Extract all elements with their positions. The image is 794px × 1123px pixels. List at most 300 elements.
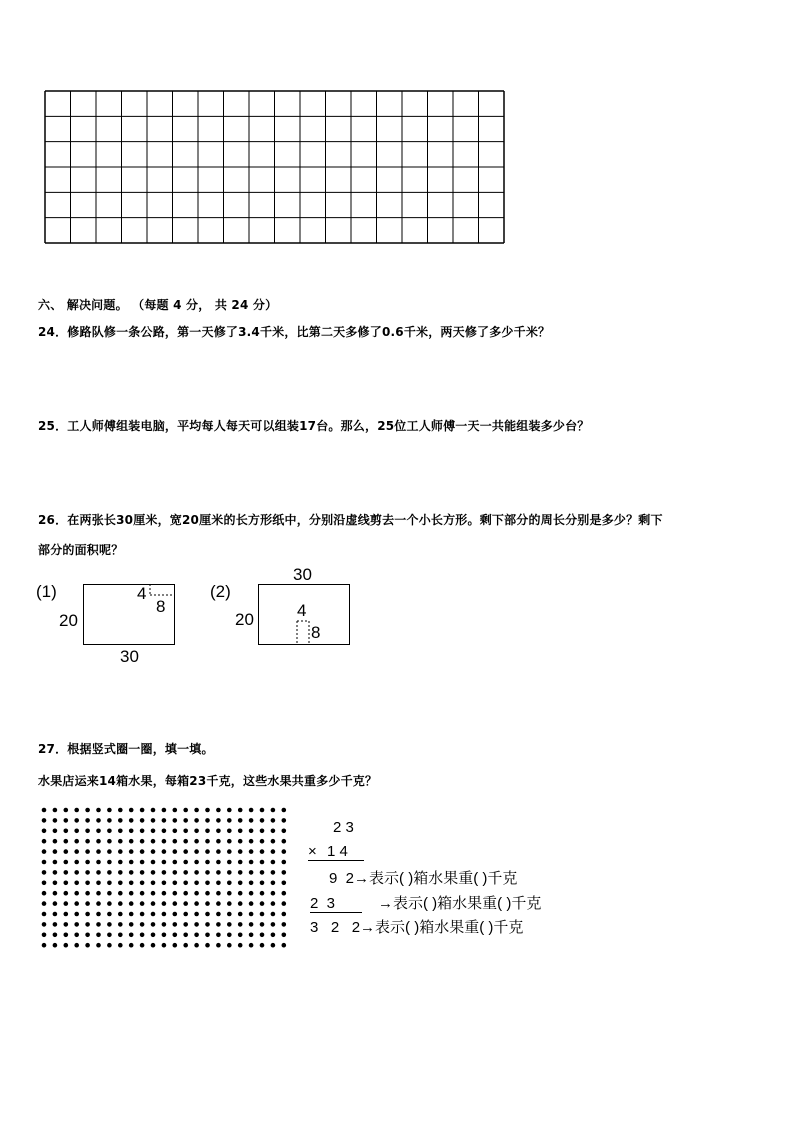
dot [227,870,232,875]
dot [53,943,58,948]
dot [85,943,90,948]
dot [140,849,145,854]
dot [227,818,232,823]
dot [183,912,188,917]
dot [162,849,167,854]
dot [216,881,221,886]
dot [107,860,112,865]
dot [140,881,145,886]
dot [96,818,101,823]
dot [249,891,254,896]
dot [260,870,265,875]
dot [227,901,232,906]
dot [249,943,254,948]
dot [96,849,101,854]
dot [205,808,210,813]
question-27-problem: 水果店运来14箱水果，每箱23千克，这些水果共重多少千克？ [38,774,378,788]
dot [162,870,167,875]
dot [194,839,199,844]
dot [129,870,134,875]
dot [173,922,178,927]
dot [260,808,265,813]
dot [216,922,221,927]
dot [216,933,221,938]
dot [151,933,156,938]
dot [205,922,210,927]
dot [107,943,112,948]
dot [216,860,221,865]
dot [96,839,101,844]
dot [74,849,79,854]
dot [129,818,134,823]
dot [107,922,112,927]
dot [140,860,145,865]
dot [129,943,134,948]
dot [118,933,123,938]
dot [282,829,287,834]
dot [173,901,178,906]
calc-partial-1-tail: →表示( )箱水果重( )千克 [354,870,518,887]
dot [64,891,69,896]
dot [183,881,188,886]
figure-2-cut-height: 8 [311,623,321,642]
dot [140,839,145,844]
dot [129,849,134,854]
dot [271,943,276,948]
dot [249,829,254,834]
dot [42,943,47,948]
dot [249,901,254,906]
dot [173,839,178,844]
dot [238,870,243,875]
dot [194,860,199,865]
dot [96,943,101,948]
dot [271,933,276,938]
dot [282,818,287,823]
dot [216,818,221,823]
dot [140,829,145,834]
dot [64,943,69,948]
dot [162,912,167,917]
dot [129,922,134,927]
question-26-line1: 26．在两张长30厘米，宽20厘米的长方形纸中，分别沿虚线剪去一个小长方形。剩下部分的周长分别是多少？剩下 [38,513,663,527]
calc-partial-1-number: 9 2 [329,870,355,887]
dot [64,881,69,886]
dot [129,860,134,865]
dot [64,912,69,917]
dot [42,922,47,927]
dot [183,891,188,896]
dot [129,808,134,813]
dot [205,881,210,886]
dot [238,943,243,948]
dot [74,808,79,813]
figure-1-cut-width: 4 [137,584,147,603]
dot [85,860,90,865]
dot [85,891,90,896]
dot [249,808,254,813]
dot [162,901,167,906]
figure-2-label: (2) [210,582,231,601]
dot [271,839,276,844]
dot [53,881,58,886]
dot [53,891,58,896]
dot [227,881,232,886]
dot [85,849,90,854]
dot [173,912,178,917]
dot [282,912,287,917]
dot [42,829,47,834]
dot [173,860,178,865]
dot [205,818,210,823]
dot [118,818,123,823]
calc-partial-1 [329,867,517,888]
dot [282,943,287,948]
dot [151,891,156,896]
dot [118,860,123,865]
dot [260,901,265,906]
dot [238,901,243,906]
dot [162,829,167,834]
dot [173,870,178,875]
dot [42,912,47,917]
dot [74,839,79,844]
section-title: 六、 解决问题。 （每题 4 分， 共 24 分） [38,298,278,312]
dot [118,808,123,813]
dot [216,912,221,917]
dot [107,891,112,896]
dot [227,849,232,854]
dot [216,829,221,834]
dot [162,933,167,938]
dot [96,912,101,917]
dot [42,808,47,813]
dot [129,839,134,844]
dot [205,829,210,834]
dot [151,818,156,823]
dot [118,943,123,948]
dot [238,860,243,865]
dot [194,922,199,927]
calc-partial-2-number: 2 3 [310,895,362,913]
dot [53,912,58,917]
dot [162,943,167,948]
dot [85,829,90,834]
dot [53,933,58,938]
dot [249,922,254,927]
dot [249,933,254,938]
dot [194,912,199,917]
dot [64,849,69,854]
dot [282,891,287,896]
dot [205,933,210,938]
dot [74,912,79,917]
dot [162,891,167,896]
dot [249,912,254,917]
dot [194,891,199,896]
dot [216,901,221,906]
dot [42,933,47,938]
dot [227,839,232,844]
dot [260,912,265,917]
dot [151,943,156,948]
dot [118,922,123,927]
dot [96,860,101,865]
dot [271,870,276,875]
calc-total [310,916,523,937]
dot [107,829,112,834]
dot [282,849,287,854]
dot [53,808,58,813]
dot [271,901,276,906]
dot [107,839,112,844]
dot [227,933,232,938]
dot [162,881,167,886]
dot [173,891,178,896]
dot [260,829,265,834]
dot [183,922,188,927]
dot [194,933,199,938]
dot [282,922,287,927]
dot [53,860,58,865]
dot [129,829,134,834]
dot [129,912,134,917]
dot [173,829,178,834]
dot [260,943,265,948]
dot [162,860,167,865]
dot [194,870,199,875]
dot [271,829,276,834]
dot [227,922,232,927]
dot [151,870,156,875]
dot [260,922,265,927]
dot [238,922,243,927]
dot [74,818,79,823]
dot [271,922,276,927]
dot [85,901,90,906]
dot [194,818,199,823]
calc-times-sign: × [308,843,317,860]
dot [260,839,265,844]
dot [183,849,188,854]
dot [227,912,232,917]
dot [107,912,112,917]
dot [64,860,69,865]
dot [140,808,145,813]
dot [173,933,178,938]
dot [173,818,178,823]
dot [140,818,145,823]
dot [205,891,210,896]
dot [96,891,101,896]
figure-2-height: 20 [235,610,254,629]
dot [238,808,243,813]
dot [151,901,156,906]
dot [64,808,69,813]
dot [118,849,123,854]
dot [205,912,210,917]
dot [249,881,254,886]
dot [183,943,188,948]
dot [107,881,112,886]
dot [42,870,47,875]
dot [118,912,123,917]
dot [249,849,254,854]
dot [216,849,221,854]
dot [129,933,134,938]
dot [42,839,47,844]
dot [107,901,112,906]
dot [151,849,156,854]
dot [162,818,167,823]
question-24: 24．修路队修一条公路，第一天修了3.4千米，比第二天多修了0.6千米，两天修了多少千米？ [38,325,551,339]
dot [271,860,276,865]
dot [53,818,58,823]
dot [162,839,167,844]
dot [183,901,188,906]
dot [74,881,79,886]
figure-1-height: 20 [59,611,78,630]
figure-1-width: 30 [120,647,139,666]
dot [85,870,90,875]
figure-2-cut-width: 4 [297,601,307,620]
dot [96,881,101,886]
dot [151,912,156,917]
dot [183,933,188,938]
dot [42,891,47,896]
dot [216,943,221,948]
dot [227,829,232,834]
dot [227,891,232,896]
dot [74,829,79,834]
dot [140,922,145,927]
dot [260,860,265,865]
dot [107,818,112,823]
dot [42,901,47,906]
dot [183,839,188,844]
dot [42,881,47,886]
dot [118,839,123,844]
dot [118,829,123,834]
dot [183,818,188,823]
dot [140,891,145,896]
dot [53,901,58,906]
dot [85,881,90,886]
dot [140,870,145,875]
dot [96,870,101,875]
dot [271,808,276,813]
dot [162,922,167,927]
dot [42,860,47,865]
dot [260,933,265,938]
dot [173,943,178,948]
dot [74,943,79,948]
dot [64,839,69,844]
dot [118,891,123,896]
dot [118,901,123,906]
dot [183,808,188,813]
dot [216,839,221,844]
dot [42,849,47,854]
dot [238,912,243,917]
question-27-title: 27．根据竖式圈一圈，填一填。 [38,742,214,756]
dot [107,933,112,938]
calc-partial-2-tail: →表示( )箱水果重( )千克 [378,895,542,912]
dot [151,829,156,834]
dot [64,870,69,875]
dot [96,901,101,906]
dot [129,881,134,886]
dot [260,818,265,823]
dot [205,901,210,906]
dot [282,870,287,875]
dot [238,933,243,938]
dot [238,829,243,834]
calc-multiplier: 1 4 [326,843,348,860]
dot [151,808,156,813]
dot [74,860,79,865]
dot [271,891,276,896]
dot [74,922,79,927]
dot [96,922,101,927]
dot [183,870,188,875]
dot [96,829,101,834]
dot [282,808,287,813]
dot [238,849,243,854]
dot [74,870,79,875]
dot [249,839,254,844]
dot [140,901,145,906]
dot [140,933,145,938]
dot [227,808,232,813]
dot [238,839,243,844]
dot [205,870,210,875]
dot [107,870,112,875]
dot [74,933,79,938]
dot [238,881,243,886]
dot [173,881,178,886]
dot [183,860,188,865]
dot [205,943,210,948]
dot [282,881,287,886]
dot [151,860,156,865]
dot [194,943,199,948]
dot [118,881,123,886]
dot [85,818,90,823]
dot [64,818,69,823]
dot [216,891,221,896]
dot [227,860,232,865]
dot [227,943,232,948]
calc-multiplicand: 2 3 [333,819,354,836]
dot [151,881,156,886]
dot [129,901,134,906]
dot [151,839,156,844]
dot [64,829,69,834]
dot [194,881,199,886]
dot [64,922,69,927]
dot [282,933,287,938]
figure-1-cut-height: 8 [156,597,166,616]
dot [260,849,265,854]
dot [53,922,58,927]
calc-partial-2 [310,892,541,913]
dot [42,818,47,823]
dot [282,860,287,865]
dot [96,808,101,813]
dot [85,808,90,813]
dot [140,912,145,917]
